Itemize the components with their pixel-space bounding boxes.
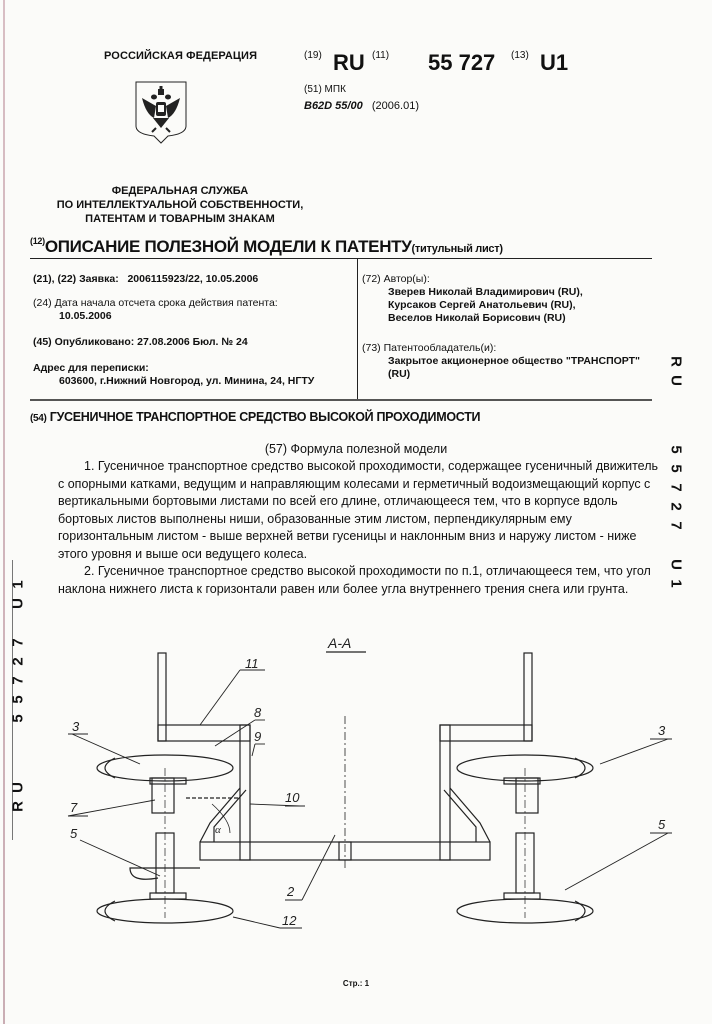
- callout-8: 8: [254, 705, 262, 720]
- technical-drawing: [40, 628, 700, 958]
- ipc-version: (2006.01): [371, 100, 419, 112]
- agency-name: ФЕДЕРАЛЬНАЯ СЛУЖБА ПО ИНТЕЛЛЕКТУАЛЬНОЙ СОБСТВЕННОСТИ, ПАТЕНТАМ И ТОВАРНЫМ ЗНАКАМ: [56, 185, 304, 225]
- holder-field: (73) Патентообладатель(и): Закрытое акционерное общество "ТРАНСПОРТ" (RU): [362, 342, 641, 380]
- page-number: Стр.: 1: [342, 979, 370, 988]
- scan-edge: [3, 0, 5, 1024]
- callout-12: 12: [282, 913, 297, 928]
- application-field: (21), (22) Заявка: 2006115923/22, 10.05.2006: [33, 273, 259, 285]
- formula-heading: (57) Формула полезной модели: [264, 442, 448, 456]
- country-code: RU: [333, 50, 365, 75]
- callout-11: 11: [245, 656, 259, 671]
- author-name: Веселов Николай Борисович (RU): [388, 312, 566, 324]
- divider: [30, 399, 652, 401]
- address-field: Адрес для переписки: 603600, г.Нижний Новгород, ул. Минина, 24, НГТУ: [33, 362, 315, 387]
- side-stamp-right: R U 5 5 7 2 7 U 1: [667, 356, 685, 588]
- patent-number: 55 727: [428, 50, 496, 75]
- inid-19: (19): [304, 50, 322, 61]
- callout-5-right: 5: [658, 817, 666, 832]
- author-name: Курсаков Сергей Анатольевич (RU),: [388, 299, 576, 311]
- ipc-code: B62D 55/00: [304, 100, 363, 112]
- callout-9: 9: [254, 729, 262, 744]
- section-label: А-А: [328, 635, 352, 651]
- ipc-label: (51) МПК: [304, 84, 346, 95]
- coat-of-arms-icon: [134, 80, 188, 142]
- kind-code: U1: [540, 50, 569, 75]
- callout-3-left: 3: [72, 719, 80, 734]
- claims: [58, 458, 658, 598]
- inid-13: (13): [511, 50, 529, 61]
- published-field: (45) Опубликовано: 27.08.2006 Бюл. № 24: [33, 336, 248, 348]
- document-title: $^{(12)}$ОПИСАНИЕ ПОЛЕЗНОЙ МОДЕЛИ К ПАТЕНТУ(титульный лист): [30, 236, 503, 256]
- callout-5-left: 5: [70, 826, 78, 841]
- callout-3-right: 3: [658, 723, 666, 738]
- right-body: [440, 653, 593, 923]
- left-body: [97, 653, 250, 923]
- callout-10: 10: [285, 790, 300, 805]
- inid-11: (11): [372, 50, 390, 61]
- utility-model-title: (54) ГУСЕНИЧНОЕ ТРАНСПОРТНОЕ СРЕДСТВО ВЫСОКОЙ ПРОХОДИМОСТИ: [30, 410, 481, 424]
- callout-7: 7: [70, 800, 78, 815]
- claim-2: 2. Гусеничное транспортное средство высокой проходимости по п.1, отличающееся тем, что угол наклона нижнего листа к горизонтали равен или более угла внутреннего трения снега или грунта.: [58, 564, 651, 596]
- callout-2: 2: [287, 884, 295, 899]
- author-name: Зверев Николай Владимирович (RU),: [388, 286, 583, 298]
- angle-label: α: [215, 824, 221, 836]
- ipc-classification: [304, 100, 419, 112]
- side-stamp-left: 1 U 7 2 7 5 5 U R: [9, 580, 27, 812]
- claim-1: 1. Гусеничное транспортное средство высокой проходимости, содержащее гусеничный движитель с опорными катками, ведущим и направляющим колесами и герметичный водоизмещающий корпус с вертикальными бортовыми листами по всей его длине, отличающееся тем, что в корпусе вдоль бортовых листов выполнены ниши, образованные этим листом, перпендикулярным ему горизонтальным листом - выше верхней ветви гусеницы и наклонным вниз и наружу листом - ниже этого уровня и выше оси ведущего колеса.: [58, 459, 659, 561]
- divider: [30, 258, 652, 259]
- column-divider: [357, 259, 358, 399]
- term-start-field: (24) Дата начала отсчета срока действия патента: 10.05.2006: [33, 297, 278, 322]
- country-name: РОССИЙСКАЯ ФЕДЕРАЦИЯ: [104, 50, 258, 62]
- authors-field: (72) Автор(ы): Зверев Николай Владимирович (RU), Курсаков Сергей Анатольевич (RU), Веселов Николай Борисович (RU): [362, 273, 583, 324]
